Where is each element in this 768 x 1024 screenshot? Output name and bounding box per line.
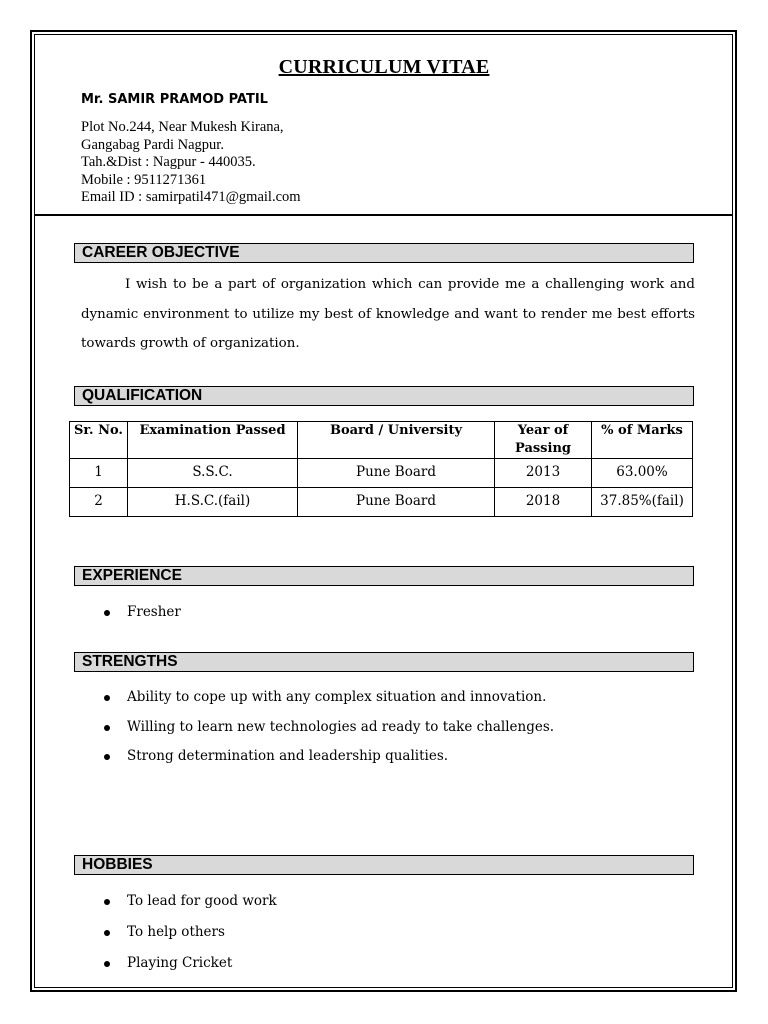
bullet-icon <box>104 725 110 731</box>
cell-year: 2018 <box>495 488 592 517</box>
list-item-text: Ability to cope up with any complex situation and innovation. <box>127 689 547 705</box>
list-item-text: Playing Cricket <box>127 955 233 971</box>
address-line: Gangabag Pardi Nagpur. <box>81 136 224 153</box>
list-item <box>100 689 554 719</box>
cell-marks: 63.00% <box>592 459 693 488</box>
bullet-icon <box>104 899 110 905</box>
section-heading-career-objective: CAREER OBJECTIVE <box>74 243 694 263</box>
section-heading-hobbies: HOBBIES <box>74 855 694 875</box>
cell-year: 2013 <box>495 459 592 488</box>
career-objective-text: I wish to be a part of organization which can provide me a challenging work and dynamic environment to utilize my best of knowledge and want to render me best efforts towards growth of organization. <box>81 277 695 351</box>
list-item-text: To help others <box>127 924 225 940</box>
bullet-icon <box>104 961 110 967</box>
qualification-table <box>69 421 693 517</box>
list-item <box>100 924 277 955</box>
cell-board: Pune Board <box>298 488 495 517</box>
column-header-year: Year of Passing <box>495 422 592 459</box>
cell-examination: S.S.C. <box>128 459 298 488</box>
email-line: Email ID : samirpatil471@gmail.com <box>81 189 301 205</box>
mobile-line: Mobile : 9511271361 <box>81 171 207 188</box>
list-item-text: Strong determination and leadership qualities. <box>127 748 449 764</box>
list-item-text: To lead for good work <box>127 893 277 909</box>
list-item <box>100 604 181 620</box>
table-header-row <box>70 422 693 459</box>
list-item <box>100 748 554 764</box>
list-item <box>100 719 554 748</box>
candidate-name: Mr. SAMIR PRAMOD PATIL <box>81 92 268 107</box>
section-heading-qualification: QUALIFICATION <box>74 386 694 406</box>
section-heading-strengths: STRENGTHS <box>74 652 694 672</box>
experience-list <box>100 604 181 620</box>
bullet-icon <box>104 695 110 701</box>
list-item <box>100 893 277 924</box>
contact-address <box>81 119 301 207</box>
strengths-list <box>100 689 554 764</box>
list-item-text: Fresher <box>127 604 181 620</box>
document-title: CURRICULUM VITAE <box>278 56 490 78</box>
cell-board: Pune Board <box>298 459 495 488</box>
header-divider <box>34 214 733 216</box>
section-heading-experience: EXPERIENCE <box>74 566 694 586</box>
list-item <box>100 955 277 971</box>
list-item-text: Willing to learn new technologies ad ready to take challenges. <box>127 719 555 735</box>
cell-marks: 37.85%(fail) <box>592 488 693 517</box>
cell-sr-no: 2 <box>70 488 128 517</box>
hobbies-list <box>100 893 277 971</box>
column-header-examination: Examination Passed <box>128 422 298 459</box>
address-line: Tah.&Dist : Nagpur - 440035. <box>81 154 256 170</box>
bullet-icon <box>104 610 110 616</box>
column-header-board: Board / University <box>298 422 495 459</box>
table-row <box>70 488 693 517</box>
address-line: Plot No.244, Near Mukesh Kirana, <box>81 119 284 135</box>
table-row <box>70 459 693 488</box>
column-header-sr-no: Sr. No. <box>70 422 128 459</box>
bullet-icon <box>104 754 110 760</box>
bullet-icon <box>104 930 110 936</box>
column-header-marks: % of Marks <box>592 422 693 459</box>
cell-examination: H.S.C.(fail) <box>128 488 298 517</box>
cell-sr-no: 1 <box>70 459 128 488</box>
